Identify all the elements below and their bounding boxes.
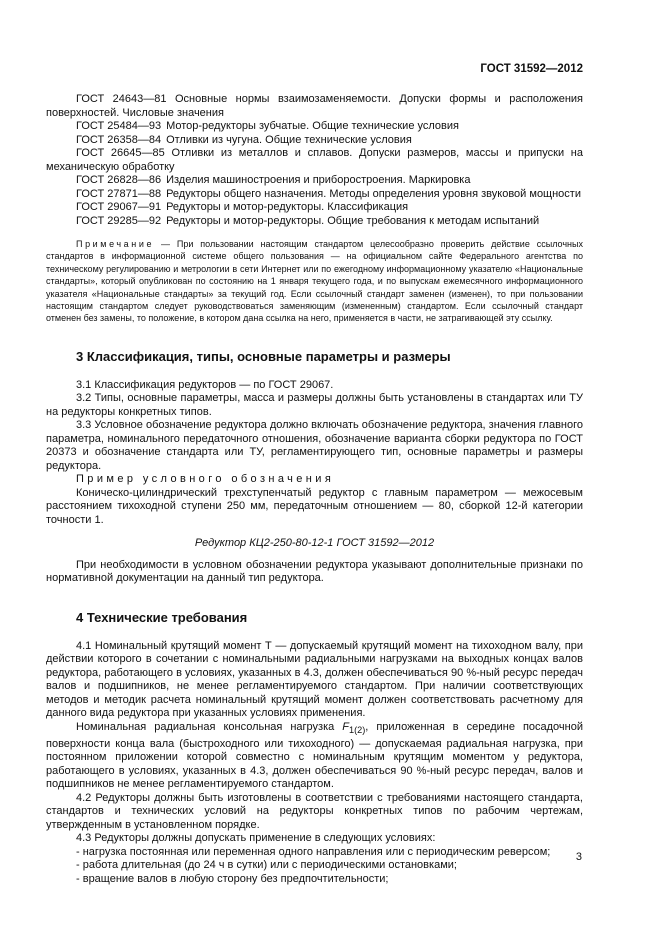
load-text-start: Номинальная радиальная консольная нагрузка bbox=[76, 720, 343, 733]
condition-item: - вращение валов в любую сторону без предпочтительности; bbox=[76, 872, 389, 885]
reference-item bbox=[46, 188, 583, 202]
reference-title: Отливки из чугуна. Общие технические условия bbox=[166, 133, 412, 146]
clause-3-2: 3.2 Типы, основные параметры, масса и размеры должны быть установлены в стандартах или ТУ на редукторы конкретных типов. bbox=[46, 392, 583, 418]
reference-title: Редукторы общего назначения. Методы определения уровня звуковой мощности bbox=[166, 187, 581, 200]
clause-3-1: 3.1 Классификация редукторов — по ГОСТ 29067. bbox=[76, 378, 334, 391]
reference-code: ГОСТ 24643—81 bbox=[76, 93, 167, 105]
page-number: 3 bbox=[575, 851, 582, 863]
note-paragraph bbox=[46, 238, 583, 325]
reference-code: ГОСТ 26358—84 bbox=[76, 133, 162, 146]
reference-title: Отливки из металлов и сплавов. Допуски размеров, массы и припуски на механическую обработку bbox=[46, 147, 583, 173]
reference-item bbox=[46, 174, 583, 188]
reference-title: Редукторы и мотор-редукторы. Классификация bbox=[166, 201, 409, 213]
clause-3-note: При необходимости в условном обозначении редуктора указывают дополнительные признаки по нормативной документации на данный тип редуктора. bbox=[46, 558, 583, 585]
example-text: Коническо-цилиндрический трехступенчатый редуктор с главным параметром — межосевым расстоянием тихоходной ступени 250 мм, передаточным отношением — 80, сборкой 12-й категории точности 1. bbox=[46, 486, 583, 526]
reference-item bbox=[46, 134, 583, 148]
reference-title: Изделия машиностроения и приборостроения. Маркировка bbox=[166, 174, 471, 186]
condition-item: - работа длительная (до 24 ч в сутки) или с периодическими остановками; bbox=[76, 859, 457, 872]
note-text: — При пользовании настоящим стандартом целесообразно проверить действие ссылочных стандартов в информационной системе общего пользования — на официальном сайте Федерального агентства по техническому регулированию и метрологии в сети Интернет или по ежегодному информационному указателю «Национальные стандарты», который опубликован по состоянию на 1 января текущего года, и по выпускам ежемесячного информационного указателя «Национальные стандарты» за текущий год. Если ссылочный стандарт заменен (изменен), то при пользовании настоящим стандартом следует руководствоваться заменяющим (измененным) стандартом. Если ссылочный стандарт отменен без замены, то положение, в котором дана ссылка на него, применяется в части, не затрагивающей эту ссылку. bbox=[46, 239, 583, 324]
example-designation: Редуктор КЦ2-250-80-12-1 ГОСТ 31592—2012 bbox=[194, 537, 435, 550]
clause-3-3: 3.3 Условное обозначение редуктора должно включать обозначение редуктора, значения главного параметра, номинального передаточного отношения, обозначение варианта сборки редуктора по ГОСТ 20373 и обозначение стандарта или ТУ, регламентирующего тип, основные параметры и размеры редуктора. bbox=[46, 419, 583, 472]
reference-code: ГОСТ 26828—86 bbox=[76, 174, 162, 186]
reference-code: ГОСТ 27871—88 bbox=[76, 187, 162, 200]
reference-code: ГОСТ 26645—85 bbox=[76, 147, 165, 159]
reference-item bbox=[46, 215, 583, 229]
load-subscript: 1(2) bbox=[348, 725, 366, 736]
condition-item: - нагрузка постоянная или переменная одного направления или с периодическим реверсом; bbox=[76, 845, 551, 858]
reference-title: Мотор-редукторы зубчатые. Общие технические условия bbox=[166, 120, 459, 132]
example-label: Пример условного обозначения bbox=[76, 473, 335, 486]
reference-item bbox=[46, 201, 583, 215]
standard-header: ГОСТ 31592—2012 bbox=[480, 63, 583, 75]
clause-4-1: 4.1 Номинальный крутящий момент Т — допускаемый крутящий момент на тихоходном валу, при действии которого в сочетании с номинальными радиальными нагрузками на выходных концах валов редуктора, работающего в условиях, указанных в 4.3, должен обеспечиваться 90 %-ный ресурс передач валов и подшипников, не менее регламентируемого стандартом. При наличии соответствующих методов и методик расчета номинальный крутящий момент должен соответствовать расчетному для данного вида редуктора при указанных условиях применения. bbox=[46, 639, 583, 720]
reference-code: ГОСТ 29067—91 bbox=[76, 201, 162, 213]
clause-4-3: 4.3 Редукторы должны допускать применение в следующих условиях: bbox=[76, 832, 436, 845]
reference-item bbox=[46, 93, 583, 120]
section-4-heading: 4 Технические требования bbox=[76, 609, 248, 625]
reference-item bbox=[46, 147, 583, 174]
load-text-end: , приложенная в середине посадочной поверхности конца вала (быстроходного или тихоходного) — допускаемая радиальная нагрузка, при постоянном приложении которой совместно с номинальным крутящим моментом у редуктора, работающего в условиях, указанных в 4.3, должен обеспечиваться 90 %-ный ресурс передач, валов и подшипников не менее регламентируемого стандартом. bbox=[46, 720, 583, 791]
reference-title: Редукторы и мотор-редукторы. Общие требования к методам испытаний bbox=[166, 214, 540, 227]
reference-code: ГОСТ 29285—92 bbox=[76, 214, 162, 227]
page-body bbox=[46, 93, 583, 886]
load-symbol: F bbox=[342, 720, 349, 733]
reference-item bbox=[46, 120, 583, 134]
reference-code: ГОСТ 25484—93 bbox=[76, 120, 162, 132]
note-label: Примечание bbox=[76, 239, 155, 249]
section-3-heading: 3 Классификация, типы, основные параметры и размеры bbox=[76, 348, 451, 364]
reference-title: Основные нормы взаимозаменяемости. Допуски формы и расположения поверхностей. Числовые значения bbox=[46, 93, 584, 119]
clause-4-2: 4.2 Редукторы должны быть изготовлены в соответствии с требованиями настоящего стандарта, стандартов и технических условий на редукторы конкретных типов по рабочим чертежам, утвержденным в установленном порядке. bbox=[46, 791, 583, 831]
clause-4-1-load bbox=[46, 721, 583, 792]
